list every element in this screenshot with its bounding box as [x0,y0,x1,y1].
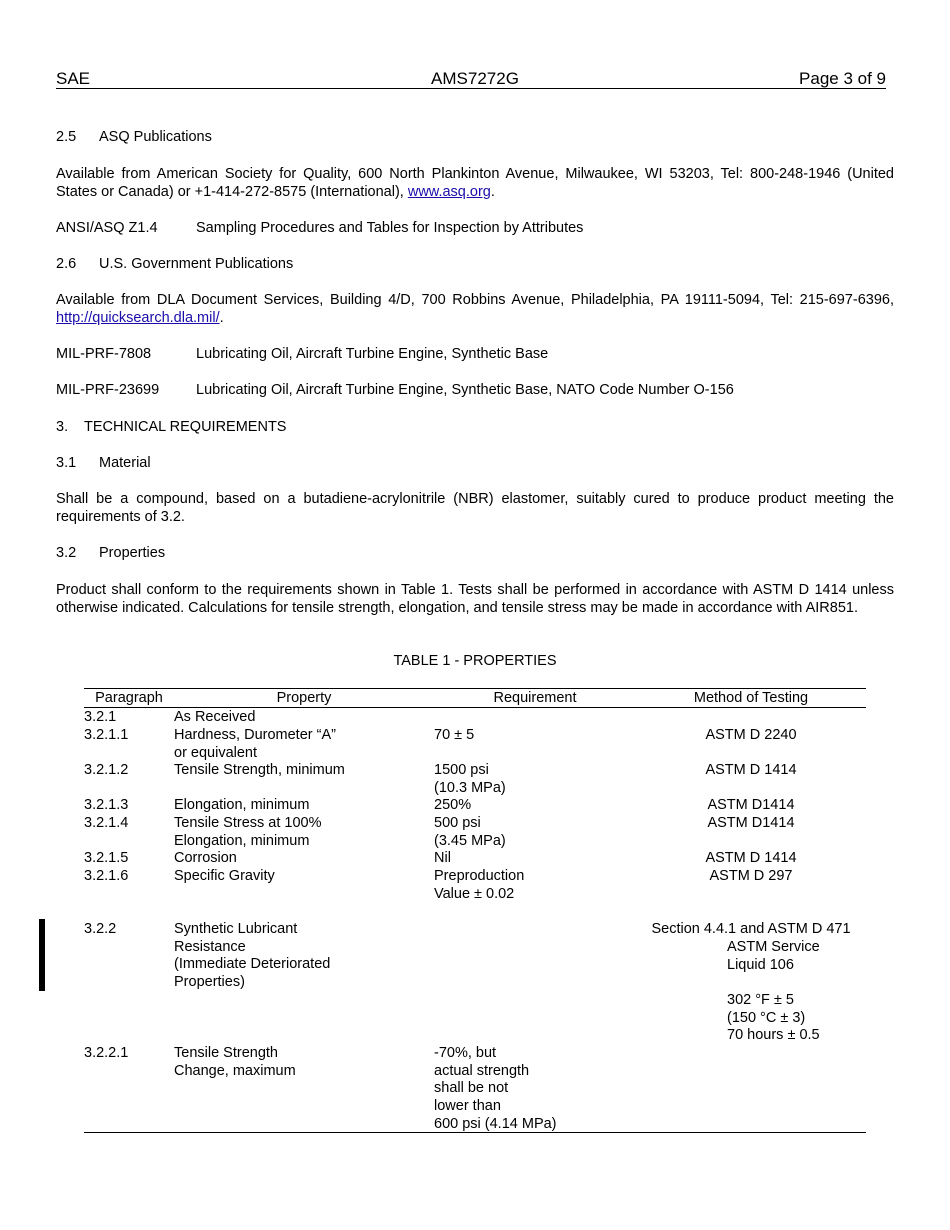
method-line: 70 hours ± 0.5 [727,1027,820,1044]
property-line: Tensile Strength [174,1045,278,1061]
requirement-line: lower than [434,1098,501,1115]
property-line: Synthetic Lubricant [174,921,298,937]
table-cell-method: ASTM D 297 [709,868,793,884]
table-cell-property [174,921,330,992]
table-header-rule [84,707,866,708]
ref-title-ansi: Sampling Procedures and Tables for Inspection by Attributes [196,220,584,236]
section-2-5-text: Available from American Society for Quality, 600 North Plankinton Avenue, Milwaukee, WI 53203, Tel: 800-248-1946 (United States or Canada) or +1-414-272-8575 (International), [56,166,894,200]
section-2-5-title: ASQ Publications [99,129,212,145]
section-3-1-title: Material [99,455,151,471]
table-cell-method-detail [727,939,820,974]
requirement-line: (10.3 MPa) [434,779,506,796]
property-line: (Immediate Deteriorated [174,956,331,973]
ref-title-7808: Lubricating Oil, Aircraft Turbine Engine, Synthetic Base [196,346,549,362]
table-cell-para: 3.2.1.3 [84,797,129,813]
section-2-6-period: . [219,309,224,326]
asq-link[interactable]: www.asq.org [407,183,491,200]
table-top-rule [84,688,866,689]
revision-change-bar [39,919,45,991]
property-line: Elongation, minimum [174,832,310,849]
section-2-6-paragraph [56,292,894,327]
section-3-2-paragraph: Product shall conform to the requirements shown in Table 1. Tests shall be performed in accordance with ASTM D 1414 unless otherwise indicated. Calculations for tensile strength, elongation, and tensile stress may be made in accordance with AIR851. [56,582,894,616]
requirement-line: 1500 psi [434,762,489,778]
requirement-line: 500 psi [434,815,481,831]
table-cell-property [174,1045,296,1080]
table-title: TABLE 1 - PROPERTIES [393,653,557,669]
table-cell-method: Section 4.4.1 and ASTM D 471 [651,921,851,937]
ref-code-7808: MIL-PRF-7808 [56,346,152,362]
header-page-number: Page 3 of 9 [799,69,886,88]
section-2-6-title: U.S. Government Publications [99,256,294,272]
table-cell-property: Tensile Strength, minimum [174,762,345,778]
table-cell-para: 3.2.1.4 [84,815,129,831]
table-cell-property: Specific Gravity [174,868,275,884]
requirement-line: 600 psi (4.14 MPa) [434,1115,557,1132]
method-line: 302 °F ± 5 [727,992,794,1008]
table-cell-para: 3.2.1.2 [84,762,129,778]
table-cell-requirement: Nil [434,850,451,866]
table-cell-para: 3.2.1.5 [84,850,129,866]
table-cell-requirement [434,1045,557,1134]
table-cell-property [174,727,336,762]
header-rule [56,88,886,89]
table-cell-requirement [434,868,524,903]
method-line: Liquid 106 [727,956,794,973]
section-3-number: 3. [56,419,69,435]
property-line: Hardness, Durometer “A” [174,727,336,743]
table-cell-para: 3.2.1.6 [84,868,129,884]
table-cell-para: 3.2.1.1 [84,727,129,743]
table-cell-property: Elongation, minimum [174,797,310,813]
section-3-2-number: 3.2 [56,545,77,561]
property-line: or equivalent [174,744,258,761]
section-2-5-number: 2.5 [56,129,77,145]
table-cell-requirement [434,815,506,850]
table-cell-method: ASTM D 1414 [705,762,797,778]
property-line: Tensile Stress at 100% [174,815,322,831]
header-doc-number: AMS7272G [431,69,519,88]
table-cell-property: As Received [174,709,256,725]
dla-link[interactable]: http://quicksearch.dla.mil/ [56,309,220,326]
table-cell-method: ASTM D1414 [707,797,795,813]
requirement-line: actual strength [434,1062,530,1079]
table-cell-method: ASTM D1414 [707,815,795,831]
table-cell-method: ASTM D 2240 [705,727,797,743]
table-cell-para: 3.2.2 [84,921,117,937]
method-line: (150 °C ± 3) [727,1009,806,1026]
th-paragraph: Paragraph [95,690,163,706]
table-cell-requirement: 70 ± 5 [434,727,475,743]
table-cell-method-conditions [727,992,820,1045]
section-2-6-text: Available from DLA Document Services, Building 4/D, 700 Robbins Avenue, Philadelphia, PA 19111-5094, Tel: 215-697-6396, [56,292,894,308]
requirement-line: Value ± 0.02 [434,885,515,902]
table-cell-para: 3.2.1 [84,709,117,725]
requirement-line: -70%, but [434,1045,497,1061]
table-cell-method: ASTM D 1414 [705,850,797,866]
th-method: Method of Testing [693,690,809,706]
requirement-line: (3.45 MPa) [434,832,506,849]
table-cell-property [174,815,322,850]
ref-code-ansi: ANSI/ASQ Z1.4 [56,220,158,236]
property-line: Resistance [174,938,246,955]
ref-code-23699: MIL-PRF-23699 [56,382,160,398]
method-line: ASTM Service [727,939,820,955]
table-cell-property: Corrosion [174,850,237,866]
header-org: SAE [56,69,91,88]
th-requirement: Requirement [493,690,577,706]
section-2-5-paragraph [56,166,894,201]
section-3-1-paragraph: Shall be a compound, based on a butadiene-acrylonitrile (NBR) elastomer, suitably cured to produce product meeting the requirements of 3.2. [56,491,894,525]
property-line: Properties) [174,974,245,991]
section-2-6-number: 2.6 [56,256,77,272]
table-cell-para: 3.2.2.1 [84,1045,129,1061]
th-property: Property [276,690,332,706]
section-3-1-number: 3.1 [56,455,77,471]
requirement-line: shall be not [434,1080,509,1097]
table-cell-requirement: 250% [434,797,472,813]
property-line: Change, maximum [174,1062,296,1079]
table-bottom-rule [84,1132,866,1133]
requirement-line: Preproduction [434,868,525,884]
table-cell-requirement [434,762,506,797]
section-3-title: TECHNICAL REQUIREMENTS [84,419,287,435]
ref-title-23699: Lubricating Oil, Aircraft Turbine Engine, Synthetic Base, NATO Code Number O-156 [196,382,734,398]
section-2-5-period: . [490,183,495,200]
section-3-2-title: Properties [99,545,166,561]
